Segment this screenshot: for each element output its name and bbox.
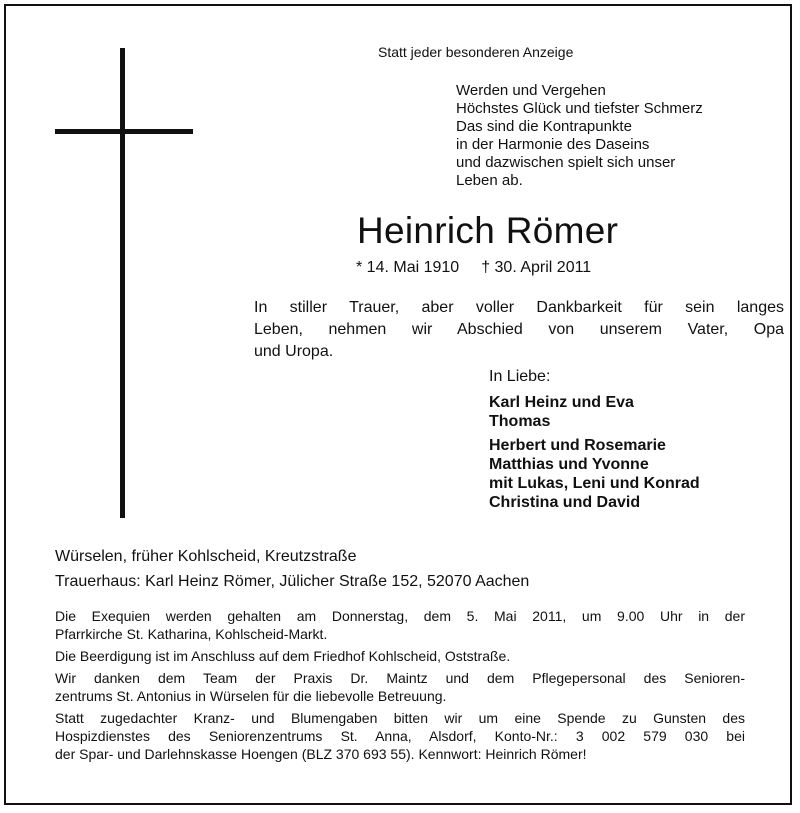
- cross-icon-horizontal: [55, 129, 193, 134]
- deceased-name: Heinrich Römer: [357, 210, 619, 251]
- note-paragraph: [55, 669, 745, 705]
- funeral-notes: [55, 607, 745, 767]
- note-line: Die Exequien werden gehalten am Donnerstag, dem 5. Mai 2011, um 9.00 Uhr in der: [55, 608, 745, 624]
- poem-line: in der Harmonie des Daseins: [456, 136, 650, 153]
- family-line: Herbert und Rosemarie: [489, 437, 666, 454]
- note-paragraph: [55, 607, 745, 643]
- poem-line: und dazwischen spielt sich unser: [456, 154, 676, 171]
- note-paragraph: [55, 647, 745, 665]
- family-list: [489, 393, 700, 517]
- family-group: [489, 393, 700, 431]
- life-dates: [356, 259, 591, 277]
- intro-line: Leben, nehmen wir Abschied von unserem Vater, Opa: [254, 321, 784, 338]
- location-line: Würselen, früher Kohlscheid, Kreutzstraße: [55, 548, 357, 565]
- note-line: Hospizdienstes des Seniorenzentrums St. Anna, Alsdorf, Konto-Nr.: 3 002 579 030 bei: [55, 728, 745, 744]
- note-line: der Spar- und Darlehnskasse Hoengen (BLZ 370 693 55). Kennwort: Heinrich Römer!: [55, 746, 587, 762]
- location-info: [55, 544, 529, 594]
- notice-header: Statt jeder besonderen Anzeige: [378, 44, 574, 60]
- family-line: Thomas: [489, 413, 551, 430]
- poem-line: Das sind die Kontrapunkte: [456, 118, 632, 135]
- family-line: Christina und David: [489, 494, 641, 511]
- family-group: [489, 436, 700, 512]
- cross-icon-vertical: [120, 48, 125, 518]
- poem-line: Höchstes Glück und tiefster Schmerz: [456, 100, 703, 117]
- family-line: Karl Heinz und Eva: [489, 394, 634, 411]
- intro-line: und Uropa.: [254, 343, 334, 360]
- poem-line: Werden und Vergehen: [456, 82, 606, 99]
- in-liebe-label: In Liebe:: [489, 368, 551, 385]
- poem-line: Leben ab.: [456, 172, 523, 189]
- death-date: † 30. April 2011: [481, 259, 592, 276]
- poem: [456, 82, 703, 190]
- mourning-house-line: Trauerhaus: Karl Heinz Römer, Jülicher Straße 152, 52070 Aachen: [55, 573, 530, 590]
- birth-date: * 14. Mai 1910: [356, 259, 460, 276]
- note-line: Pfarrkirche St. Katharina, Kohlscheid-Markt.: [55, 626, 328, 642]
- intro-line: In stiller Trauer, aber voller Dankbarkeit für sein langes: [254, 299, 784, 316]
- note-line: zentrums St. Antonius in Würselen für die liebevolle Betreuung.: [55, 688, 447, 704]
- note-paragraph: [55, 709, 745, 763]
- family-line: mit Lukas, Leni und Konrad: [489, 475, 700, 492]
- intro-text: [254, 297, 784, 363]
- note-line: Wir danken dem Team der Praxis Dr. Maintz und dem Pflegepersonal des Senioren-: [55, 670, 745, 686]
- family-line: Matthias und Yvonne: [489, 456, 649, 473]
- note-line: Die Beerdigung ist im Anschluss auf dem Friedhof Kohlscheid, Oststraße.: [55, 648, 511, 664]
- note-line: Statt zugedachter Kranz- und Blumengaben bitten wir um eine Spende zu Gunsten des: [55, 710, 745, 726]
